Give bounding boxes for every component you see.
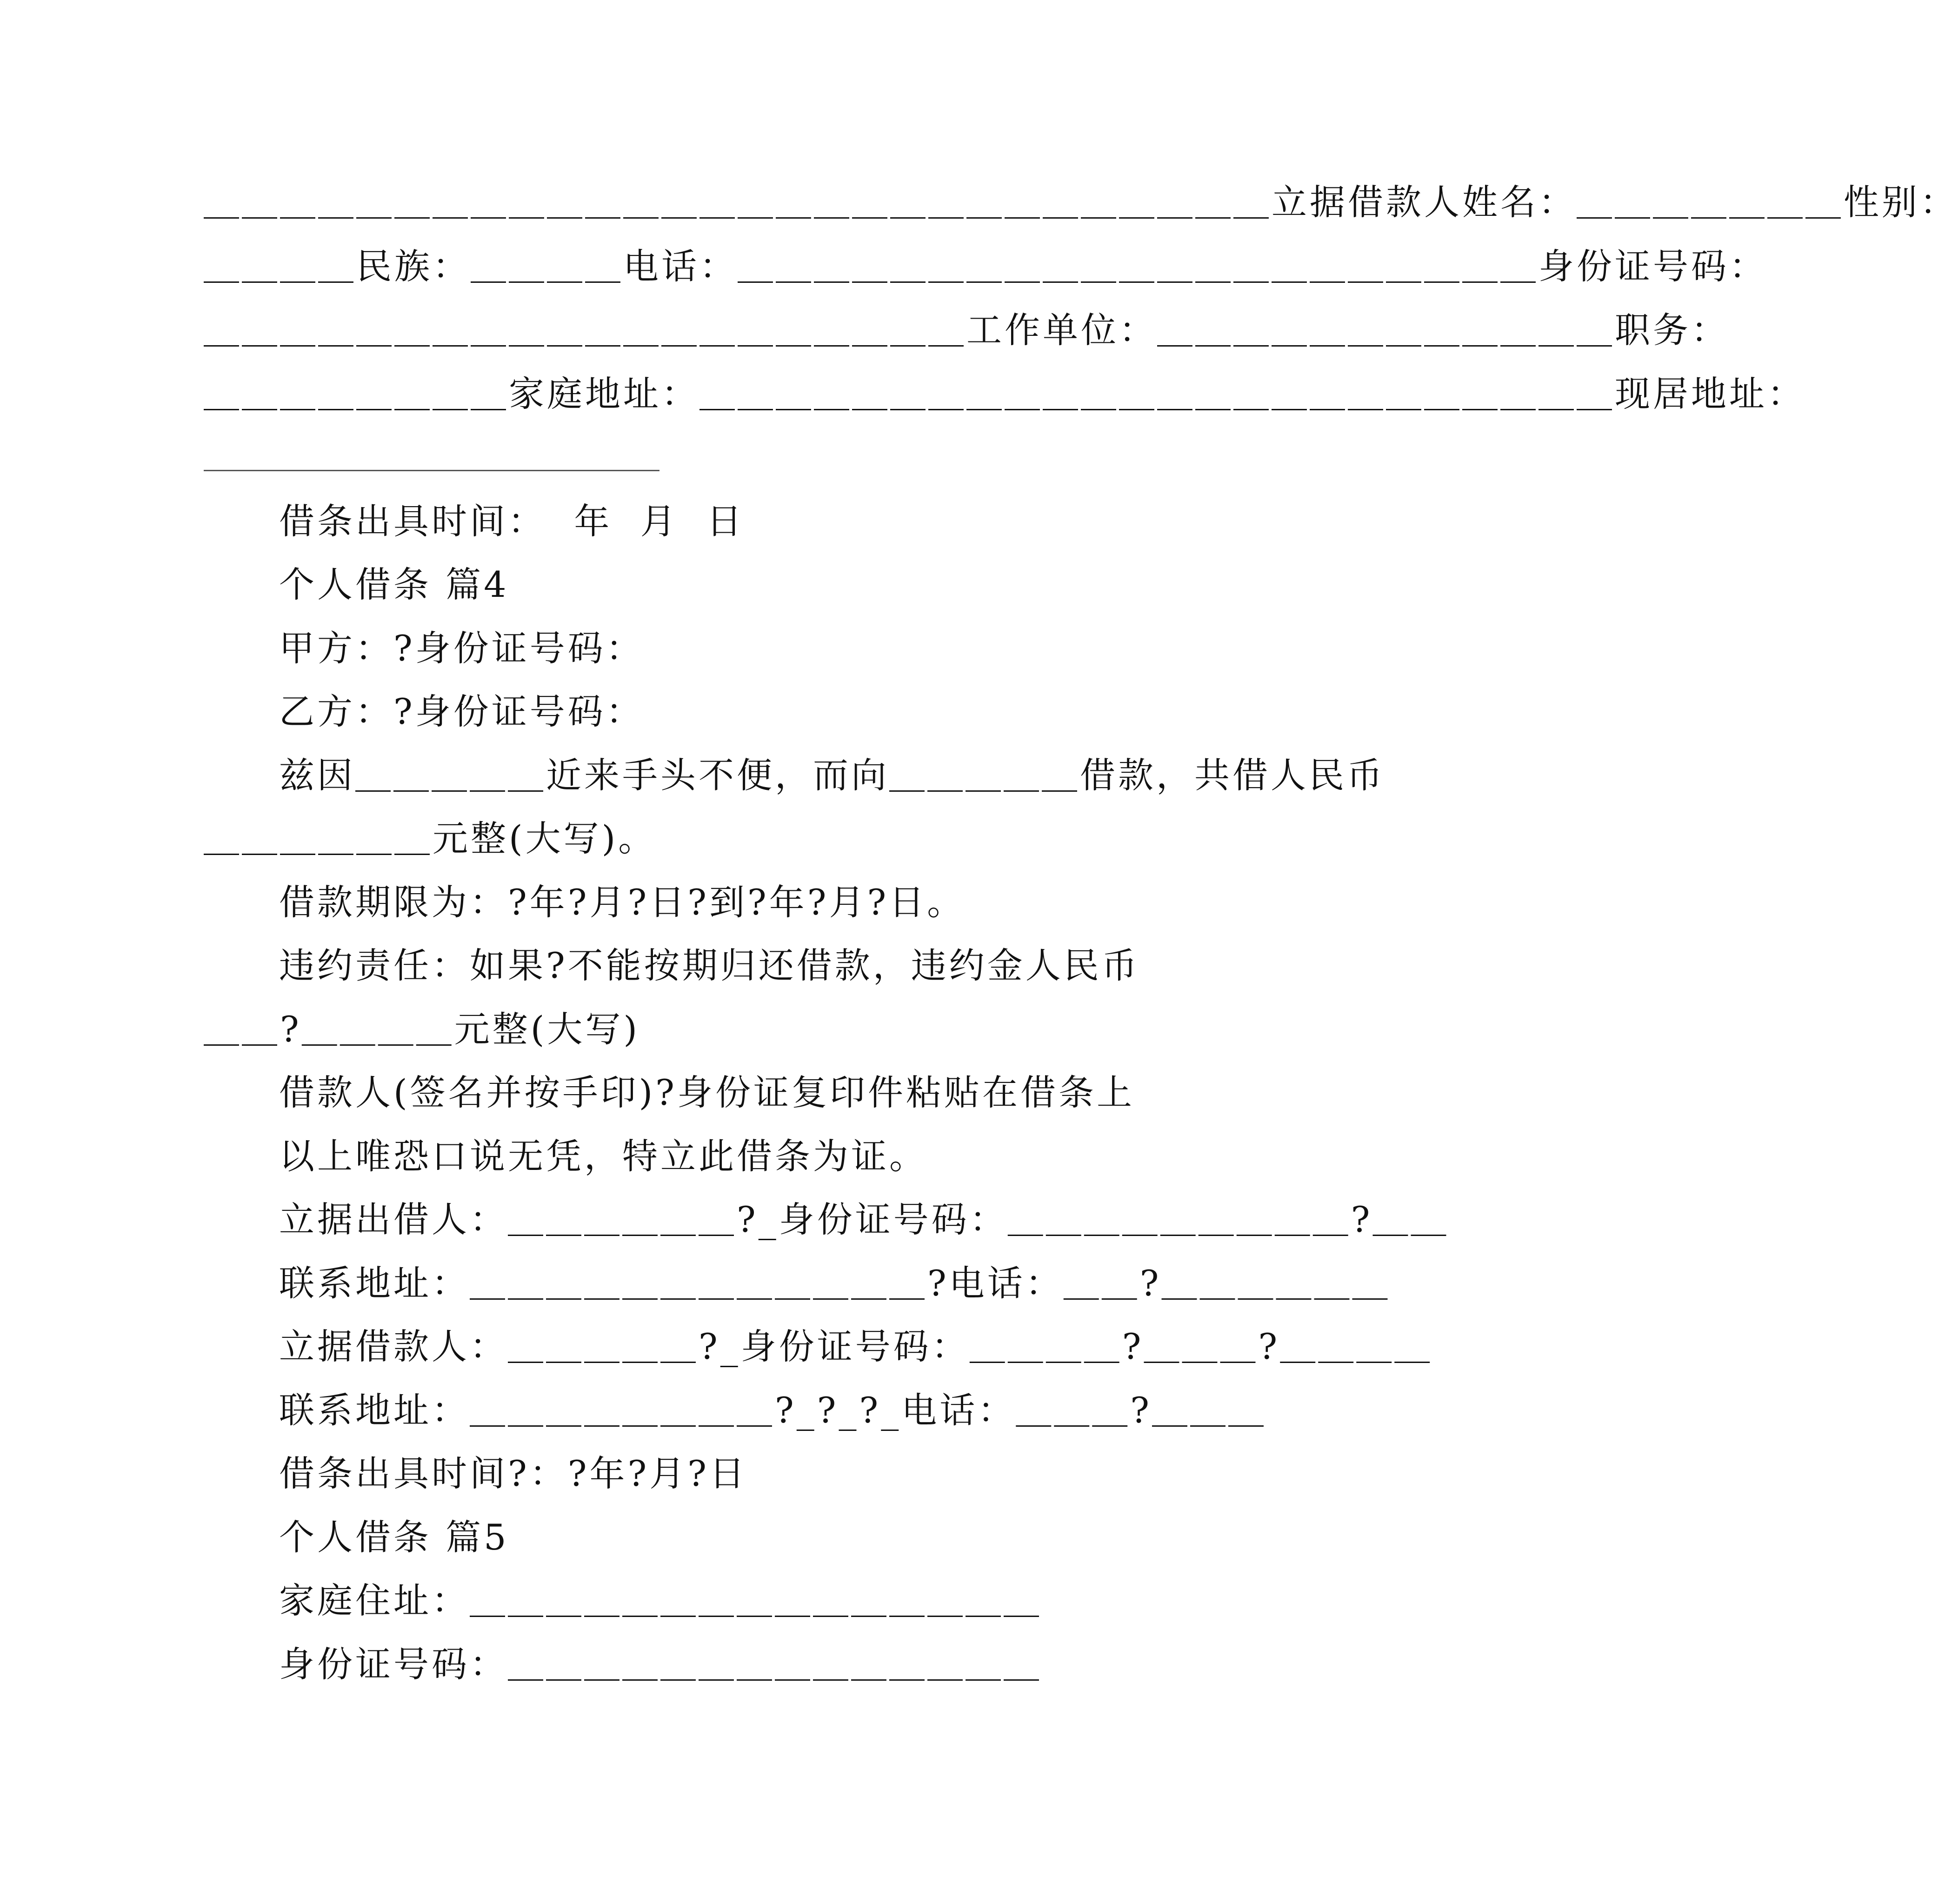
- lender-line: 立据出借人：＿＿＿＿＿＿?_身份证号码：＿＿＿＿＿＿＿＿＿?＿＿: [279, 1199, 1449, 1240]
- issue-date-line: 借条出具时间： 年 月 日: [279, 501, 745, 542]
- id-number-line: 身份证号码：＿＿＿＿＿＿＿＿＿＿＿＿＿＿: [279, 1643, 1042, 1685]
- blank-underline: [204, 470, 659, 471]
- amount-line: ＿＿＿＿＿＿元整(大写)。: [204, 818, 657, 859]
- witness-line: 以上唯恐口说无凭，特立此借条为证。: [279, 1136, 927, 1177]
- term-line: 借款期限为：?年?月?日?到?年?月?日。: [279, 882, 966, 923]
- home-address-line: 家庭住址：＿＿＿＿＿＿＿＿＿＿＿＿＿＿＿: [279, 1580, 1042, 1621]
- signature-line: 借款人(签名并按手印)?身份证复印件粘贴在借条上: [279, 1072, 1135, 1113]
- lender-address-line: 联系地址：＿＿＿＿＿＿＿＿＿＿＿＿?电话：＿＿?＿＿＿＿＿＿: [279, 1263, 1391, 1304]
- text-line-4: ＿＿＿＿＿＿＿＿家庭地址：＿＿＿＿＿＿＿＿＿＿＿＿＿＿＿＿＿＿＿＿＿＿＿＿现居地址：: [204, 373, 1805, 414]
- text-line-2: ＿＿＿＿民族：＿＿＿＿电话：＿＿＿＿＿＿＿＿＿＿＿＿＿＿＿＿＿＿＿＿＿身份证号码：: [204, 246, 1767, 287]
- section-heading-4: 个人借条 篇4: [279, 564, 509, 605]
- text-line-3: ＿＿＿＿＿＿＿＿＿＿＿＿＿＿＿＿＿＿＿＿工作单位：＿＿＿＿＿＿＿＿＿＿＿＿职务：: [204, 309, 1729, 351]
- issue-date-line-2: 借条出具时间?：?年?月?日: [279, 1453, 747, 1494]
- borrower-address-line: 联系地址：＿＿＿＿＿＿＿＿?_?_?_电话：＿＿＿?＿＿＿: [279, 1390, 1266, 1431]
- penalty-amount-line: ＿＿?＿＿＿＿元整(大写): [204, 1009, 640, 1050]
- section-heading-5: 个人借条 篇5: [279, 1517, 509, 1558]
- borrower-line: 立据借款人：＿＿＿＿＿?_身份证号码：＿＿＿＿?＿＿＿?＿＿＿＿: [279, 1326, 1433, 1367]
- text-line-1: ＿＿＿＿＿＿＿＿＿＿＿＿＿＿＿＿＿＿＿＿＿＿＿＿＿＿＿＿立据借款人姓名：＿＿＿＿＿＿＿性别：: [204, 181, 1958, 223]
- penalty-line: 违约责任：如果?不能按期归还借款，违约金人民币: [279, 945, 1140, 986]
- party-a-line: 甲方：?身份证号码：: [279, 628, 644, 669]
- party-b-line: 乙方：?身份证号码：: [279, 691, 644, 732]
- reason-line: 兹因＿＿＿＿＿近来手头不便，而向＿＿＿＿＿借款，共借人民币: [279, 755, 1385, 796]
